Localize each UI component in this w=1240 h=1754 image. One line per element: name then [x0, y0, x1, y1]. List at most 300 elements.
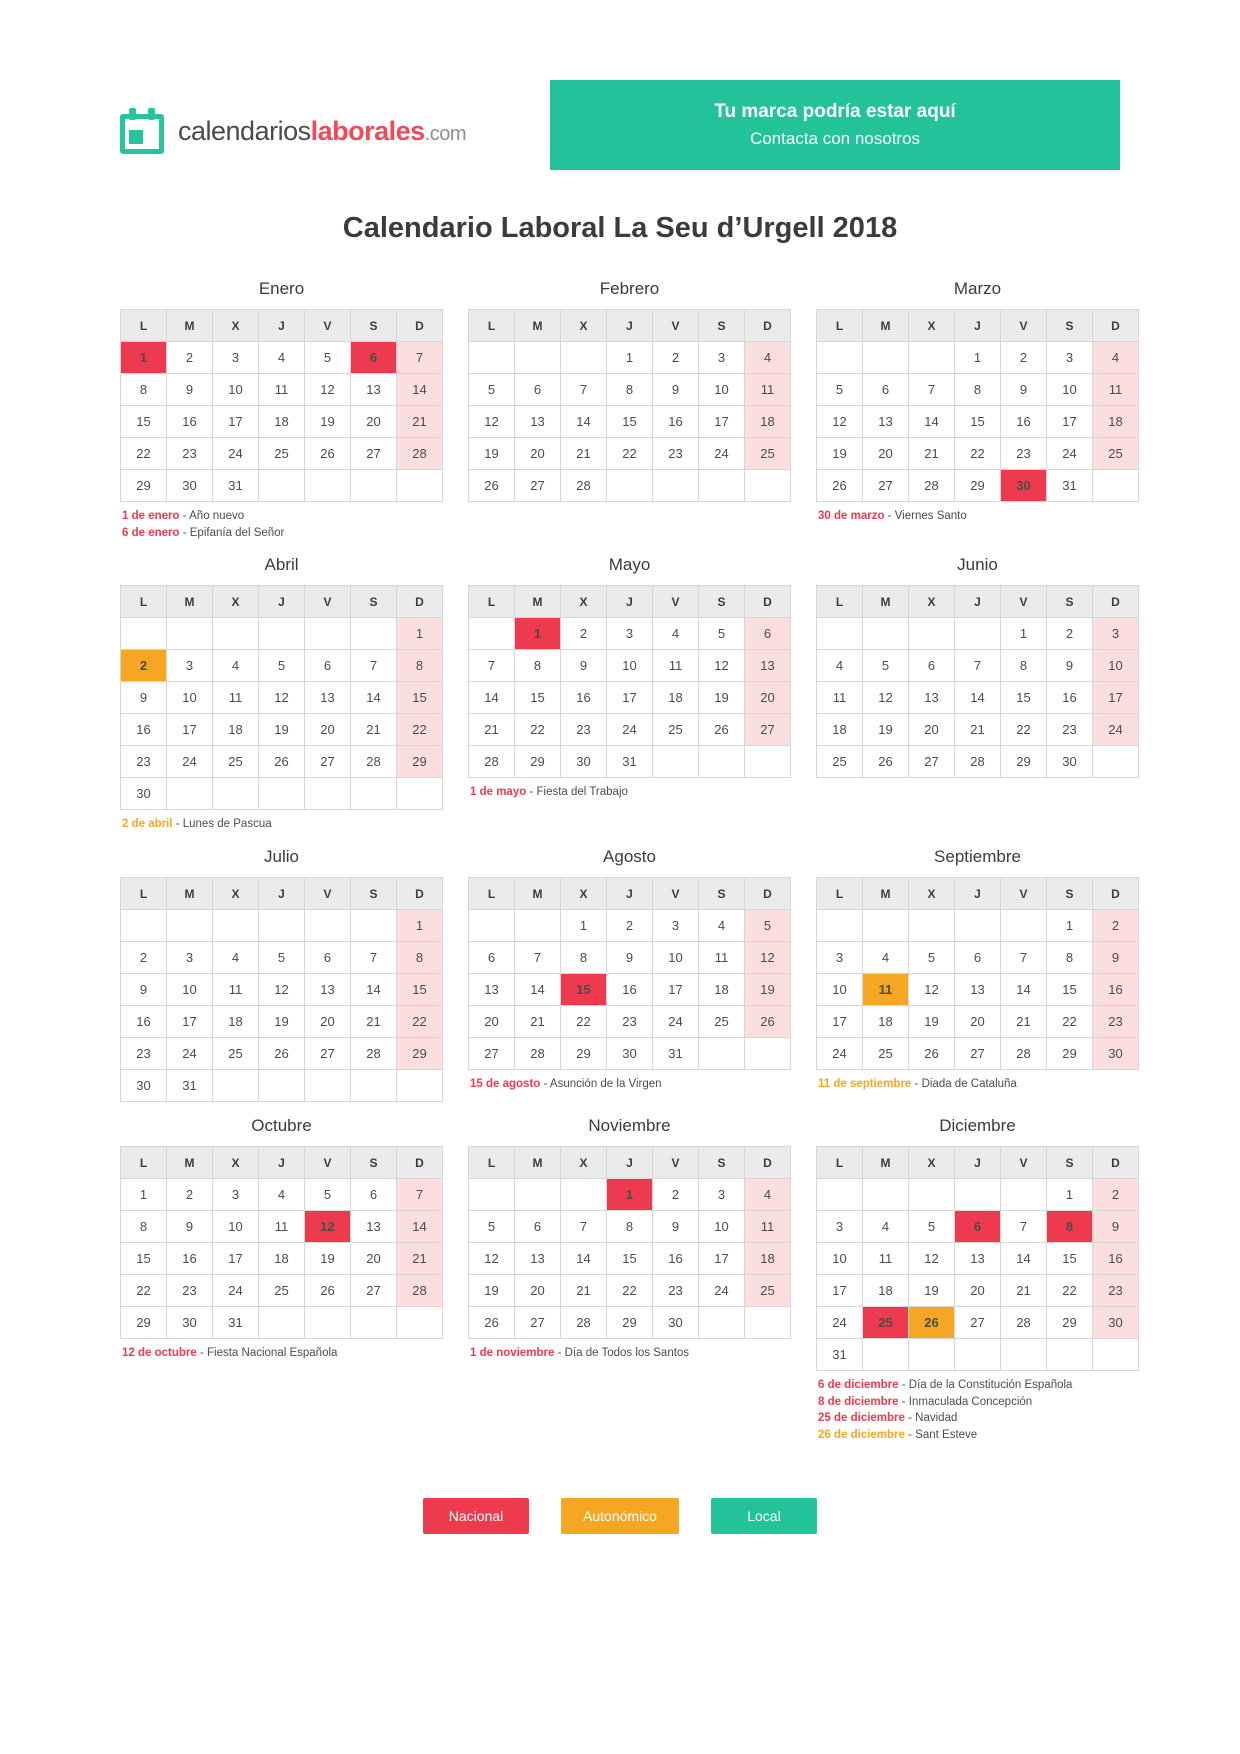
day-cell[interactable]: 27: [745, 714, 791, 746]
day-cell[interactable]: 7: [909, 374, 955, 406]
day-cell[interactable]: 2: [1047, 618, 1093, 650]
day-cell[interactable]: 14: [1001, 1243, 1047, 1275]
day-cell[interactable]: 7: [397, 342, 443, 374]
day-cell[interactable]: 23: [167, 438, 213, 470]
day-cell[interactable]: 28: [469, 746, 515, 778]
day-cell[interactable]: 25: [817, 746, 863, 778]
day-cell[interactable]: 13: [909, 682, 955, 714]
day-cell[interactable]: 29: [515, 746, 561, 778]
day-cell[interactable]: 30: [607, 1038, 653, 1070]
day-cell[interactable]: 21: [397, 406, 443, 438]
day-cell[interactable]: 6: [469, 942, 515, 974]
day-cell[interactable]: 17: [699, 1243, 745, 1275]
day-cell[interactable]: 29: [397, 1038, 443, 1070]
day-cell[interactable]: 3: [213, 1179, 259, 1211]
day-cell[interactable]: 24: [699, 1275, 745, 1307]
day-cell[interactable]: 7: [469, 650, 515, 682]
day-cell[interactable]: 16: [607, 974, 653, 1006]
day-cell[interactable]: 26: [909, 1038, 955, 1070]
day-cell[interactable]: 27: [955, 1038, 1001, 1070]
day-cell[interactable]: 16: [653, 1243, 699, 1275]
day-cell[interactable]: 4: [259, 1179, 305, 1211]
day-cell[interactable]: 27: [305, 746, 351, 778]
day-cell[interactable]: 24: [817, 1038, 863, 1070]
day-cell[interactable]: 8: [607, 1211, 653, 1243]
day-cell[interactable]: 9: [653, 1211, 699, 1243]
day-cell[interactable]: 1: [607, 342, 653, 374]
day-cell[interactable]: 6: [305, 942, 351, 974]
day-cell[interactable]: 19: [259, 1006, 305, 1038]
day-cell[interactable]: 20: [305, 1006, 351, 1038]
day-cell[interactable]: 7: [351, 650, 397, 682]
day-cell[interactable]: 18: [213, 714, 259, 746]
day-cell[interactable]: 30: [167, 470, 213, 502]
holiday-cell[interactable]: 26: [909, 1307, 955, 1339]
day-cell[interactable]: 20: [305, 714, 351, 746]
day-cell[interactable]: 27: [305, 1038, 351, 1070]
day-cell[interactable]: 12: [909, 974, 955, 1006]
holiday-cell[interactable]: 6: [351, 342, 397, 374]
day-cell[interactable]: 25: [745, 438, 791, 470]
legend-item-loc[interactable]: Local: [711, 1498, 817, 1534]
ad-banner[interactable]: [550, 80, 1120, 170]
day-cell[interactable]: 4: [653, 618, 699, 650]
day-cell[interactable]: 22: [515, 714, 561, 746]
day-cell[interactable]: 28: [561, 470, 607, 502]
day-cell[interactable]: 13: [955, 974, 1001, 1006]
day-cell[interactable]: 14: [515, 974, 561, 1006]
day-cell[interactable]: 13: [863, 406, 909, 438]
day-cell[interactable]: 10: [1047, 374, 1093, 406]
day-cell[interactable]: 12: [817, 406, 863, 438]
day-cell[interactable]: 20: [515, 438, 561, 470]
day-cell[interactable]: 20: [909, 714, 955, 746]
day-cell[interactable]: 28: [515, 1038, 561, 1070]
day-cell[interactable]: 3: [607, 618, 653, 650]
day-cell[interactable]: 27: [863, 470, 909, 502]
day-cell[interactable]: 6: [515, 374, 561, 406]
day-cell[interactable]: 26: [469, 470, 515, 502]
day-cell[interactable]: 19: [909, 1006, 955, 1038]
holiday-cell[interactable]: 1: [607, 1179, 653, 1211]
day-cell[interactable]: 5: [259, 942, 305, 974]
day-cell[interactable]: 17: [1093, 682, 1139, 714]
day-cell[interactable]: 14: [1001, 974, 1047, 1006]
day-cell[interactable]: 29: [561, 1038, 607, 1070]
day-cell[interactable]: 28: [561, 1307, 607, 1339]
day-cell[interactable]: 12: [699, 650, 745, 682]
day-cell[interactable]: 4: [863, 942, 909, 974]
day-cell[interactable]: 24: [167, 1038, 213, 1070]
day-cell[interactable]: 16: [167, 406, 213, 438]
day-cell[interactable]: 25: [745, 1275, 791, 1307]
day-cell[interactable]: 15: [397, 974, 443, 1006]
day-cell[interactable]: 26: [863, 746, 909, 778]
day-cell[interactable]: 20: [515, 1275, 561, 1307]
day-cell[interactable]: 6: [863, 374, 909, 406]
day-cell[interactable]: 21: [351, 1006, 397, 1038]
holiday-cell[interactable]: 12: [305, 1211, 351, 1243]
day-cell[interactable]: 18: [817, 714, 863, 746]
day-cell[interactable]: 23: [1047, 714, 1093, 746]
day-cell[interactable]: 13: [351, 374, 397, 406]
day-cell[interactable]: 10: [699, 374, 745, 406]
day-cell[interactable]: 10: [167, 682, 213, 714]
day-cell[interactable]: 27: [515, 1307, 561, 1339]
day-cell[interactable]: 28: [351, 1038, 397, 1070]
day-cell[interactable]: 12: [469, 406, 515, 438]
day-cell[interactable]: 20: [351, 1243, 397, 1275]
day-cell[interactable]: 7: [397, 1179, 443, 1211]
day-cell[interactable]: 12: [259, 974, 305, 1006]
day-cell[interactable]: 12: [259, 682, 305, 714]
day-cell[interactable]: 17: [817, 1275, 863, 1307]
day-cell[interactable]: 14: [909, 406, 955, 438]
day-cell[interactable]: 9: [121, 974, 167, 1006]
day-cell[interactable]: 5: [909, 942, 955, 974]
day-cell[interactable]: 10: [213, 1211, 259, 1243]
day-cell[interactable]: 25: [259, 1275, 305, 1307]
day-cell[interactable]: 11: [213, 682, 259, 714]
day-cell[interactable]: 24: [699, 438, 745, 470]
day-cell[interactable]: 30: [653, 1307, 699, 1339]
day-cell[interactable]: 3: [167, 650, 213, 682]
day-cell[interactable]: 21: [351, 714, 397, 746]
day-cell[interactable]: 18: [745, 1243, 791, 1275]
day-cell[interactable]: 26: [259, 1038, 305, 1070]
day-cell[interactable]: 14: [351, 682, 397, 714]
day-cell[interactable]: 10: [699, 1211, 745, 1243]
day-cell[interactable]: 27: [909, 746, 955, 778]
day-cell[interactable]: 18: [1093, 406, 1139, 438]
day-cell[interactable]: 22: [397, 714, 443, 746]
day-cell[interactable]: 11: [745, 374, 791, 406]
day-cell[interactable]: 22: [607, 438, 653, 470]
day-cell[interactable]: 17: [213, 406, 259, 438]
day-cell[interactable]: 24: [213, 438, 259, 470]
day-cell[interactable]: 19: [259, 714, 305, 746]
day-cell[interactable]: 7: [1001, 1211, 1047, 1243]
day-cell[interactable]: 28: [351, 746, 397, 778]
day-cell[interactable]: 7: [561, 1211, 607, 1243]
day-cell[interactable]: 20: [955, 1006, 1001, 1038]
day-cell[interactable]: 18: [259, 406, 305, 438]
day-cell[interactable]: 5: [699, 618, 745, 650]
day-cell[interactable]: 13: [305, 682, 351, 714]
day-cell[interactable]: 13: [515, 406, 561, 438]
day-cell[interactable]: 8: [561, 942, 607, 974]
day-cell[interactable]: 30: [1047, 746, 1093, 778]
day-cell[interactable]: 1: [1047, 910, 1093, 942]
day-cell[interactable]: 29: [1047, 1038, 1093, 1070]
day-cell[interactable]: 15: [1047, 974, 1093, 1006]
day-cell[interactable]: 17: [699, 406, 745, 438]
day-cell[interactable]: 18: [213, 1006, 259, 1038]
day-cell[interactable]: 5: [863, 650, 909, 682]
day-cell[interactable]: 28: [955, 746, 1001, 778]
day-cell[interactable]: 25: [213, 1038, 259, 1070]
day-cell[interactable]: 15: [121, 1243, 167, 1275]
day-cell[interactable]: 27: [955, 1307, 1001, 1339]
day-cell[interactable]: 10: [817, 1243, 863, 1275]
day-cell[interactable]: 29: [1001, 746, 1047, 778]
day-cell[interactable]: 5: [469, 374, 515, 406]
day-cell[interactable]: 5: [909, 1211, 955, 1243]
day-cell[interactable]: 23: [561, 714, 607, 746]
day-cell[interactable]: 15: [955, 406, 1001, 438]
day-cell[interactable]: 23: [121, 1038, 167, 1070]
holiday-cell[interactable]: 30: [1001, 470, 1047, 502]
holiday-cell[interactable]: 6: [955, 1211, 1001, 1243]
day-cell[interactable]: 13: [515, 1243, 561, 1275]
day-cell[interactable]: 8: [397, 650, 443, 682]
day-cell[interactable]: 22: [1001, 714, 1047, 746]
day-cell[interactable]: 23: [167, 1275, 213, 1307]
day-cell[interactable]: 9: [1001, 374, 1047, 406]
day-cell[interactable]: 24: [817, 1307, 863, 1339]
holiday-cell[interactable]: 11: [863, 974, 909, 1006]
day-cell[interactable]: 17: [213, 1243, 259, 1275]
day-cell[interactable]: 29: [397, 746, 443, 778]
day-cell[interactable]: 21: [397, 1243, 443, 1275]
day-cell[interactable]: 23: [1093, 1275, 1139, 1307]
day-cell[interactable]: 31: [817, 1339, 863, 1371]
day-cell[interactable]: 11: [817, 682, 863, 714]
day-cell[interactable]: 18: [259, 1243, 305, 1275]
day-cell[interactable]: 3: [1047, 342, 1093, 374]
day-cell[interactable]: 1: [397, 910, 443, 942]
day-cell[interactable]: 29: [607, 1307, 653, 1339]
day-cell[interactable]: 4: [863, 1211, 909, 1243]
day-cell[interactable]: 21: [561, 1275, 607, 1307]
day-cell[interactable]: 18: [863, 1275, 909, 1307]
day-cell[interactable]: 14: [397, 1211, 443, 1243]
day-cell[interactable]: 6: [745, 618, 791, 650]
day-cell[interactable]: 17: [653, 974, 699, 1006]
legend-item-nac[interactable]: Nacional: [423, 1498, 529, 1534]
day-cell[interactable]: 12: [305, 374, 351, 406]
holiday-cell[interactable]: 15: [561, 974, 607, 1006]
day-cell[interactable]: 28: [909, 470, 955, 502]
day-cell[interactable]: 12: [909, 1243, 955, 1275]
day-cell[interactable]: 26: [699, 714, 745, 746]
day-cell[interactable]: 2: [167, 1179, 213, 1211]
day-cell[interactable]: 19: [699, 682, 745, 714]
day-cell[interactable]: 10: [213, 374, 259, 406]
day-cell[interactable]: 18: [863, 1006, 909, 1038]
holiday-cell[interactable]: 2: [121, 650, 167, 682]
day-cell[interactable]: 11: [259, 1211, 305, 1243]
day-cell[interactable]: 9: [167, 374, 213, 406]
day-cell[interactable]: 16: [653, 406, 699, 438]
day-cell[interactable]: 3: [1093, 618, 1139, 650]
day-cell[interactable]: 4: [213, 650, 259, 682]
day-cell[interactable]: 12: [469, 1243, 515, 1275]
day-cell[interactable]: 20: [469, 1006, 515, 1038]
day-cell[interactable]: 20: [351, 406, 397, 438]
day-cell[interactable]: 19: [863, 714, 909, 746]
day-cell[interactable]: 11: [699, 942, 745, 974]
day-cell[interactable]: 4: [745, 342, 791, 374]
day-cell[interactable]: 22: [607, 1275, 653, 1307]
day-cell[interactable]: 26: [817, 470, 863, 502]
day-cell[interactable]: 29: [121, 470, 167, 502]
day-cell[interactable]: 3: [817, 942, 863, 974]
day-cell[interactable]: 3: [653, 910, 699, 942]
day-cell[interactable]: 28: [397, 438, 443, 470]
day-cell[interactable]: 18: [745, 406, 791, 438]
day-cell[interactable]: 17: [607, 682, 653, 714]
day-cell[interactable]: 17: [817, 1006, 863, 1038]
day-cell[interactable]: 16: [561, 682, 607, 714]
day-cell[interactable]: 1: [1047, 1179, 1093, 1211]
day-cell[interactable]: 22: [1047, 1006, 1093, 1038]
day-cell[interactable]: 9: [121, 682, 167, 714]
day-cell[interactable]: 23: [121, 746, 167, 778]
day-cell[interactable]: 19: [469, 1275, 515, 1307]
day-cell[interactable]: 1: [955, 342, 1001, 374]
day-cell[interactable]: 8: [121, 374, 167, 406]
day-cell[interactable]: 10: [1093, 650, 1139, 682]
day-cell[interactable]: 24: [1047, 438, 1093, 470]
day-cell[interactable]: 1: [1001, 618, 1047, 650]
day-cell[interactable]: 19: [909, 1275, 955, 1307]
day-cell[interactable]: 4: [745, 1179, 791, 1211]
day-cell[interactable]: 18: [699, 974, 745, 1006]
day-cell[interactable]: 1: [121, 1179, 167, 1211]
day-cell[interactable]: 13: [305, 974, 351, 1006]
day-cell[interactable]: 22: [1047, 1275, 1093, 1307]
day-cell[interactable]: 27: [515, 470, 561, 502]
day-cell[interactable]: 14: [469, 682, 515, 714]
day-cell[interactable]: 14: [955, 682, 1001, 714]
day-cell[interactable]: 27: [351, 438, 397, 470]
day-cell[interactable]: 11: [213, 974, 259, 1006]
day-cell[interactable]: 16: [1047, 682, 1093, 714]
day-cell[interactable]: 18: [653, 682, 699, 714]
day-cell[interactable]: 7: [955, 650, 1001, 682]
day-cell[interactable]: 9: [607, 942, 653, 974]
day-cell[interactable]: 10: [607, 650, 653, 682]
day-cell[interactable]: 23: [653, 438, 699, 470]
day-cell[interactable]: 3: [817, 1211, 863, 1243]
day-cell[interactable]: 9: [167, 1211, 213, 1243]
day-cell[interactable]: 22: [121, 438, 167, 470]
day-cell[interactable]: 16: [167, 1243, 213, 1275]
day-cell[interactable]: 12: [745, 942, 791, 974]
day-cell[interactable]: 2: [121, 942, 167, 974]
day-cell[interactable]: 4: [213, 942, 259, 974]
day-cell[interactable]: 5: [745, 910, 791, 942]
day-cell[interactable]: 19: [305, 406, 351, 438]
day-cell[interactable]: 3: [699, 342, 745, 374]
day-cell[interactable]: 23: [607, 1006, 653, 1038]
day-cell[interactable]: 16: [121, 1006, 167, 1038]
day-cell[interactable]: 22: [397, 1006, 443, 1038]
day-cell[interactable]: 20: [955, 1275, 1001, 1307]
day-cell[interactable]: 16: [1093, 1243, 1139, 1275]
day-cell[interactable]: 11: [863, 1243, 909, 1275]
day-cell[interactable]: 2: [1001, 342, 1047, 374]
day-cell[interactable]: 8: [955, 374, 1001, 406]
day-cell[interactable]: 23: [1093, 1006, 1139, 1038]
day-cell[interactable]: 23: [653, 1275, 699, 1307]
day-cell[interactable]: 31: [1047, 470, 1093, 502]
day-cell[interactable]: 6: [305, 650, 351, 682]
day-cell[interactable]: 15: [515, 682, 561, 714]
day-cell[interactable]: 19: [469, 438, 515, 470]
day-cell[interactable]: 24: [653, 1006, 699, 1038]
day-cell[interactable]: 15: [1047, 1243, 1093, 1275]
day-cell[interactable]: 1: [561, 910, 607, 942]
day-cell[interactable]: 5: [817, 374, 863, 406]
day-cell[interactable]: 30: [1093, 1307, 1139, 1339]
day-cell[interactable]: 5: [305, 1179, 351, 1211]
day-cell[interactable]: 2: [1093, 1179, 1139, 1211]
day-cell[interactable]: 10: [167, 974, 213, 1006]
day-cell[interactable]: 16: [1093, 974, 1139, 1006]
day-cell[interactable]: 13: [955, 1243, 1001, 1275]
day-cell[interactable]: 21: [561, 438, 607, 470]
day-cell[interactable]: 3: [699, 1179, 745, 1211]
day-cell[interactable]: 21: [1001, 1006, 1047, 1038]
day-cell[interactable]: 8: [607, 374, 653, 406]
day-cell[interactable]: 14: [397, 374, 443, 406]
day-cell[interactable]: 24: [607, 714, 653, 746]
day-cell[interactable]: 22: [561, 1006, 607, 1038]
holiday-cell[interactable]: 1: [515, 618, 561, 650]
day-cell[interactable]: 4: [1093, 342, 1139, 374]
day-cell[interactable]: 19: [817, 438, 863, 470]
day-cell[interactable]: 11: [745, 1211, 791, 1243]
day-cell[interactable]: 14: [561, 1243, 607, 1275]
day-cell[interactable]: 10: [817, 974, 863, 1006]
day-cell[interactable]: 21: [515, 1006, 561, 1038]
day-cell[interactable]: 2: [561, 618, 607, 650]
day-cell[interactable]: 24: [167, 746, 213, 778]
day-cell[interactable]: 25: [213, 746, 259, 778]
day-cell[interactable]: 30: [121, 1070, 167, 1102]
day-cell[interactable]: 21: [909, 438, 955, 470]
day-cell[interactable]: 6: [351, 1179, 397, 1211]
day-cell[interactable]: 27: [351, 1275, 397, 1307]
day-cell[interactable]: 29: [121, 1307, 167, 1339]
day-cell[interactable]: 15: [1001, 682, 1047, 714]
day-cell[interactable]: 25: [653, 714, 699, 746]
holiday-cell[interactable]: 25: [863, 1307, 909, 1339]
day-cell[interactable]: 19: [305, 1243, 351, 1275]
day-cell[interactable]: 17: [167, 1006, 213, 1038]
day-cell[interactable]: 4: [817, 650, 863, 682]
day-cell[interactable]: 9: [1047, 650, 1093, 682]
day-cell[interactable]: 11: [653, 650, 699, 682]
holiday-cell[interactable]: 1: [121, 342, 167, 374]
day-cell[interactable]: 19: [745, 974, 791, 1006]
day-cell[interactable]: 28: [1001, 1307, 1047, 1339]
day-cell[interactable]: 21: [955, 714, 1001, 746]
day-cell[interactable]: 8: [397, 942, 443, 974]
day-cell[interactable]: 31: [607, 746, 653, 778]
day-cell[interactable]: 9: [653, 374, 699, 406]
day-cell[interactable]: 10: [653, 942, 699, 974]
day-cell[interactable]: 15: [607, 406, 653, 438]
day-cell[interactable]: 17: [1047, 406, 1093, 438]
day-cell[interactable]: 8: [515, 650, 561, 682]
day-cell[interactable]: 2: [653, 1179, 699, 1211]
holiday-cell[interactable]: 8: [1047, 1211, 1093, 1243]
day-cell[interactable]: 21: [1001, 1275, 1047, 1307]
day-cell[interactable]: 31: [213, 470, 259, 502]
